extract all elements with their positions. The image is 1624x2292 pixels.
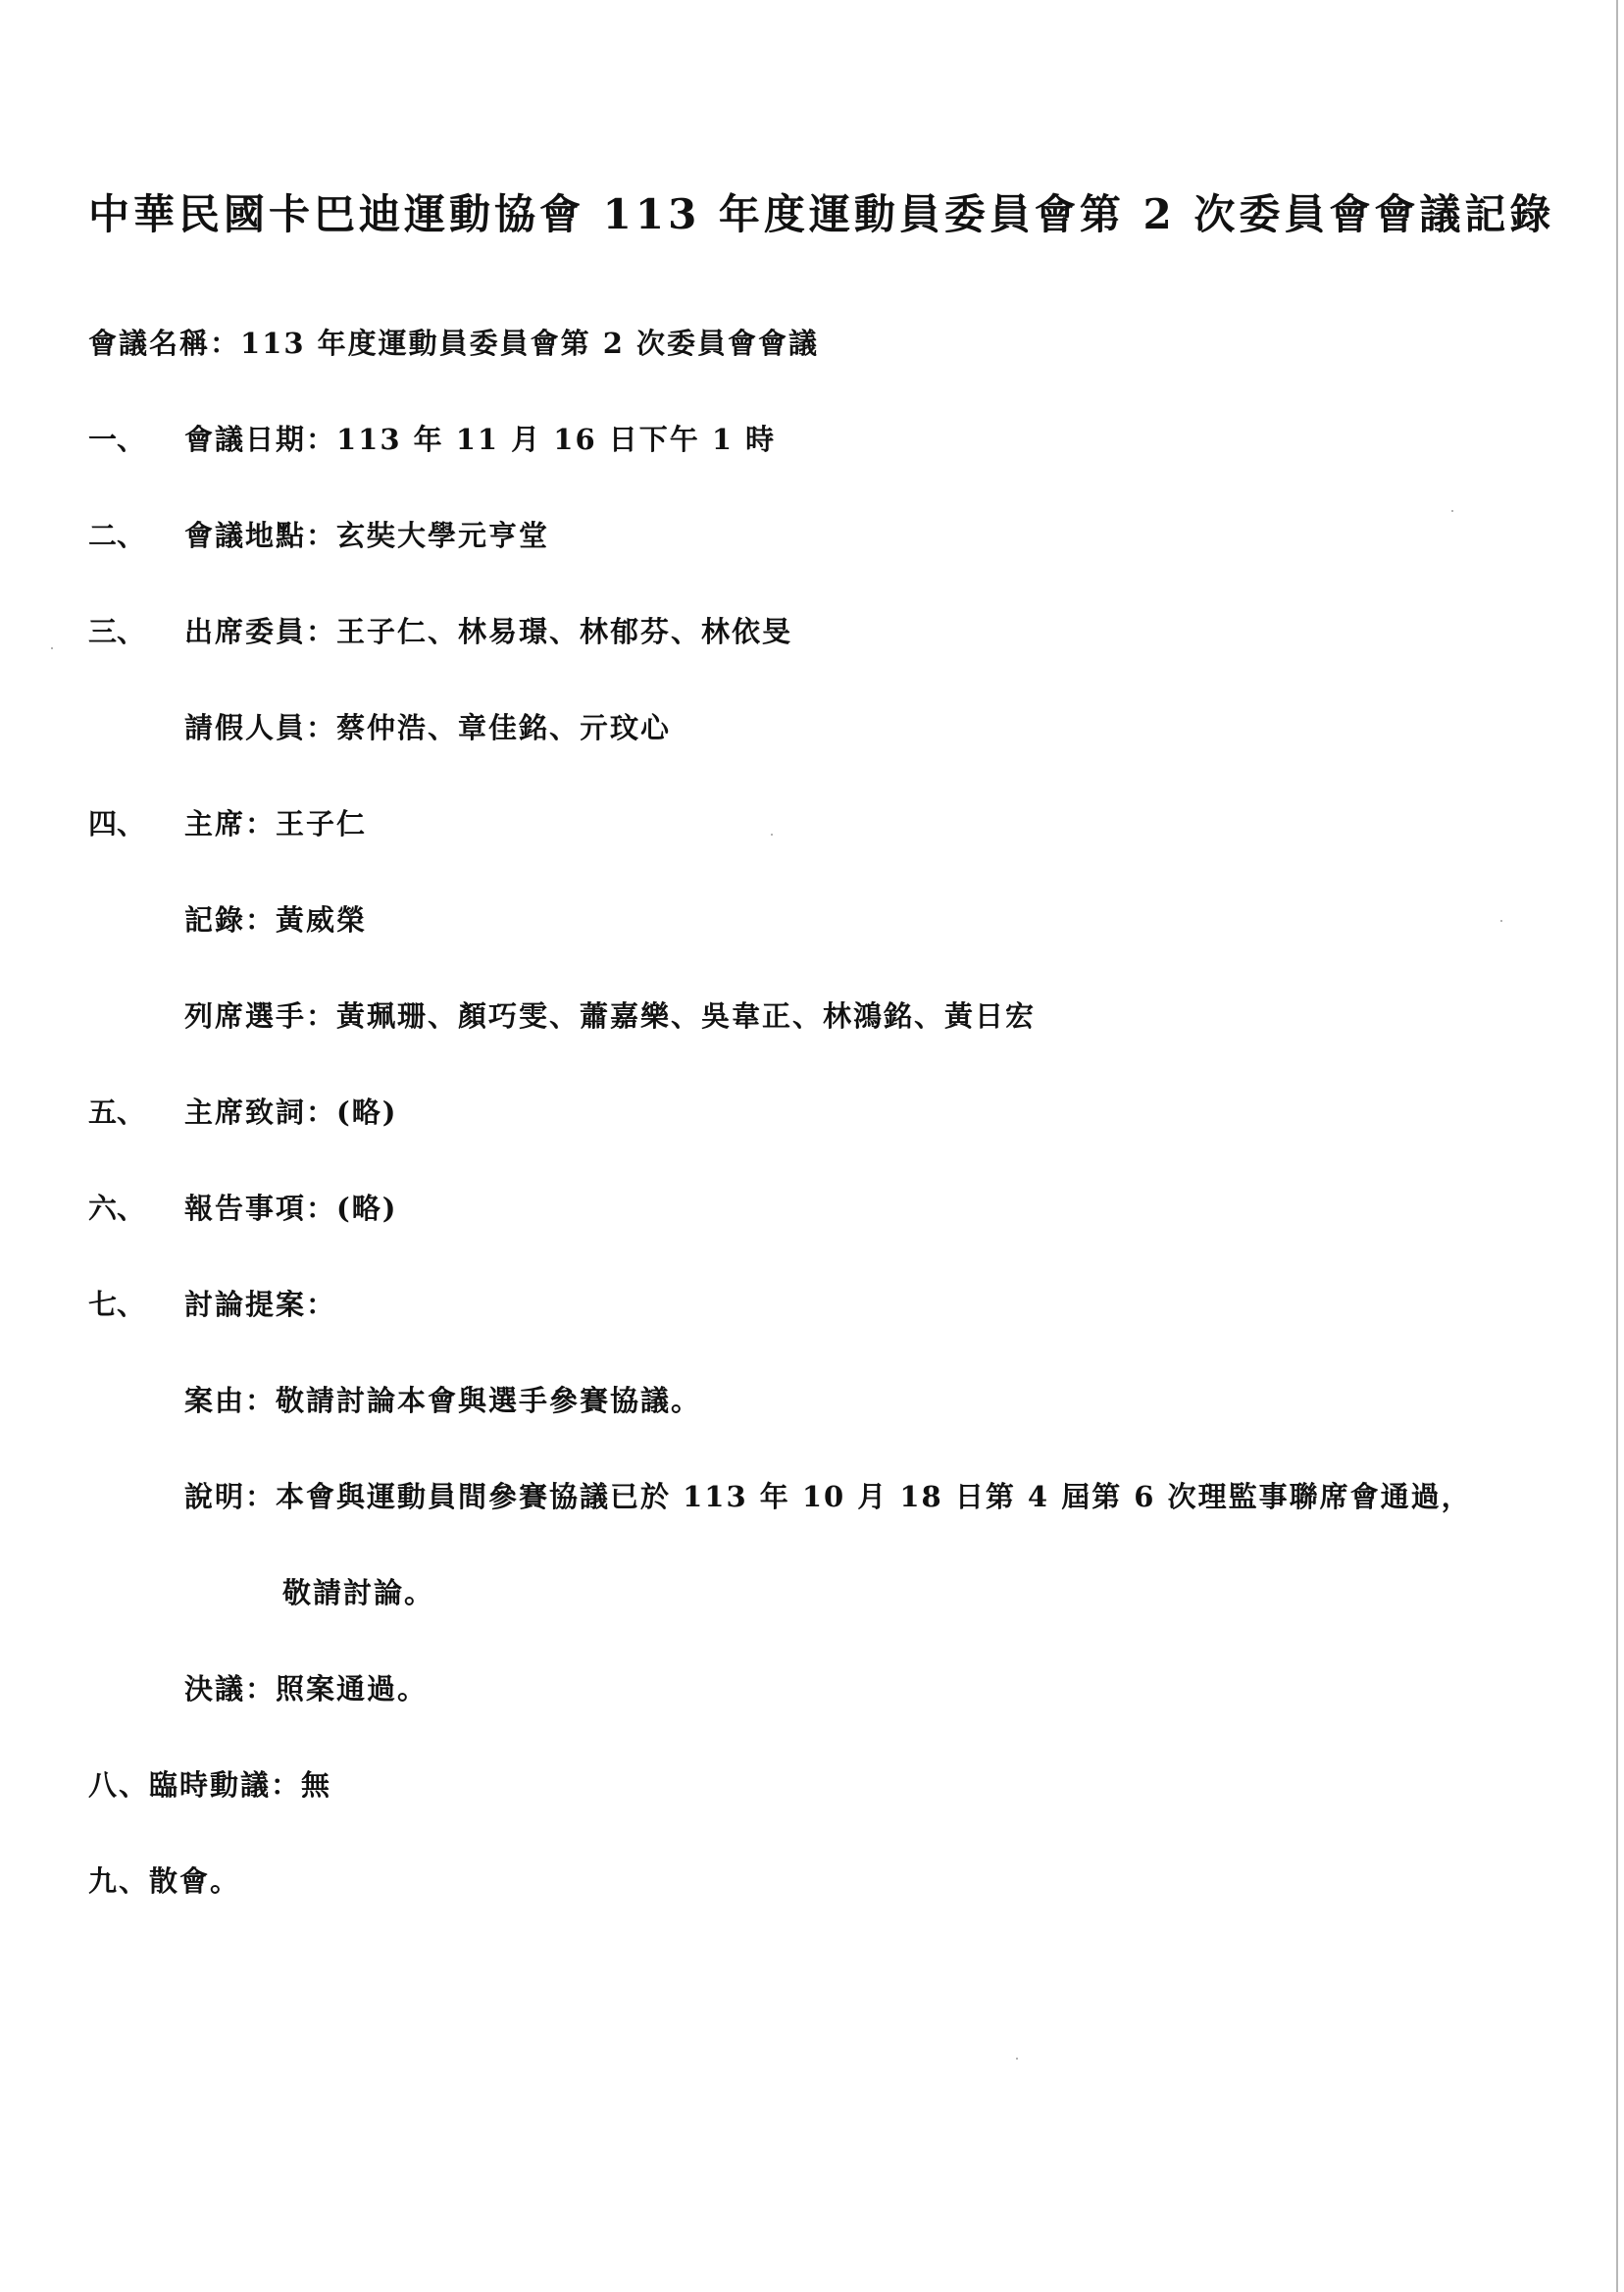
meeting-date: 會議日期：113 年 11 月 16 日下午 1 時 — [184, 423, 777, 456]
adjournment: 九、散會。 — [88, 1864, 241, 1898]
proposal-case: 案由：敬請討論本會與選手參賽協議。 — [184, 1384, 702, 1417]
report-items: 報告事項：(略) — [184, 1192, 398, 1225]
chair-speech: 主席致詞：(略) — [184, 1095, 398, 1129]
recorder: 記錄：黃威榮 — [184, 903, 368, 937]
observing-athletes: 列席選手：黃珮珊、顏巧雯、蕭嘉樂、吳韋正、林鴻銘、黃日宏 — [184, 999, 1037, 1033]
item-number-7: 七、 — [88, 1288, 146, 1321]
item-number-4: 四、 — [88, 807, 146, 840]
item-number-5: 五、 — [88, 1095, 146, 1129]
scan-speck — [1451, 510, 1453, 512]
item-number-1: 一、 — [88, 423, 146, 456]
scan-speck — [1500, 920, 1502, 922]
attending-members: 出席委員：王子仁、林易璟、林郁芬、林依旻 — [184, 615, 793, 648]
scan-edge-line — [1616, 0, 1618, 2292]
item-number-2: 二、 — [88, 519, 146, 552]
document-title: 中華民國卡巴迪運動協會 113 年度運動員委員會第 2 次委員會會議記錄 — [88, 190, 1555, 238]
scan-speck — [771, 834, 773, 836]
item-number-3: 三、 — [88, 615, 146, 648]
absent-members: 請假人員：蔡仲浩、章佳銘、亓玟心 — [184, 711, 672, 744]
proposal-resolution: 決議：照案通過。 — [184, 1672, 429, 1706]
scan-speck — [1016, 2058, 1018, 2060]
meeting-name: 會議名稱：113 年度運動員委員會第 2 次委員會會議 — [88, 327, 820, 360]
extempore-motions: 八、臨時動議：無 — [88, 1768, 332, 1802]
proposal-explanation-continued: 敬請討論。 — [282, 1576, 435, 1609]
proposal-explanation: 說明：本會與運動員間參賽協議已於 113 年 10 月 18 日第 4 屆第 6 次理監事聯席會通過， — [184, 1480, 1472, 1513]
scan-speck — [51, 647, 53, 649]
item-number-6: 六、 — [88, 1192, 146, 1225]
chairperson: 主席：王子仁 — [184, 807, 368, 840]
discussion-proposals: 討論提案： — [184, 1288, 337, 1321]
meeting-location: 會議地點：玄奘大學元亨堂 — [184, 519, 550, 552]
